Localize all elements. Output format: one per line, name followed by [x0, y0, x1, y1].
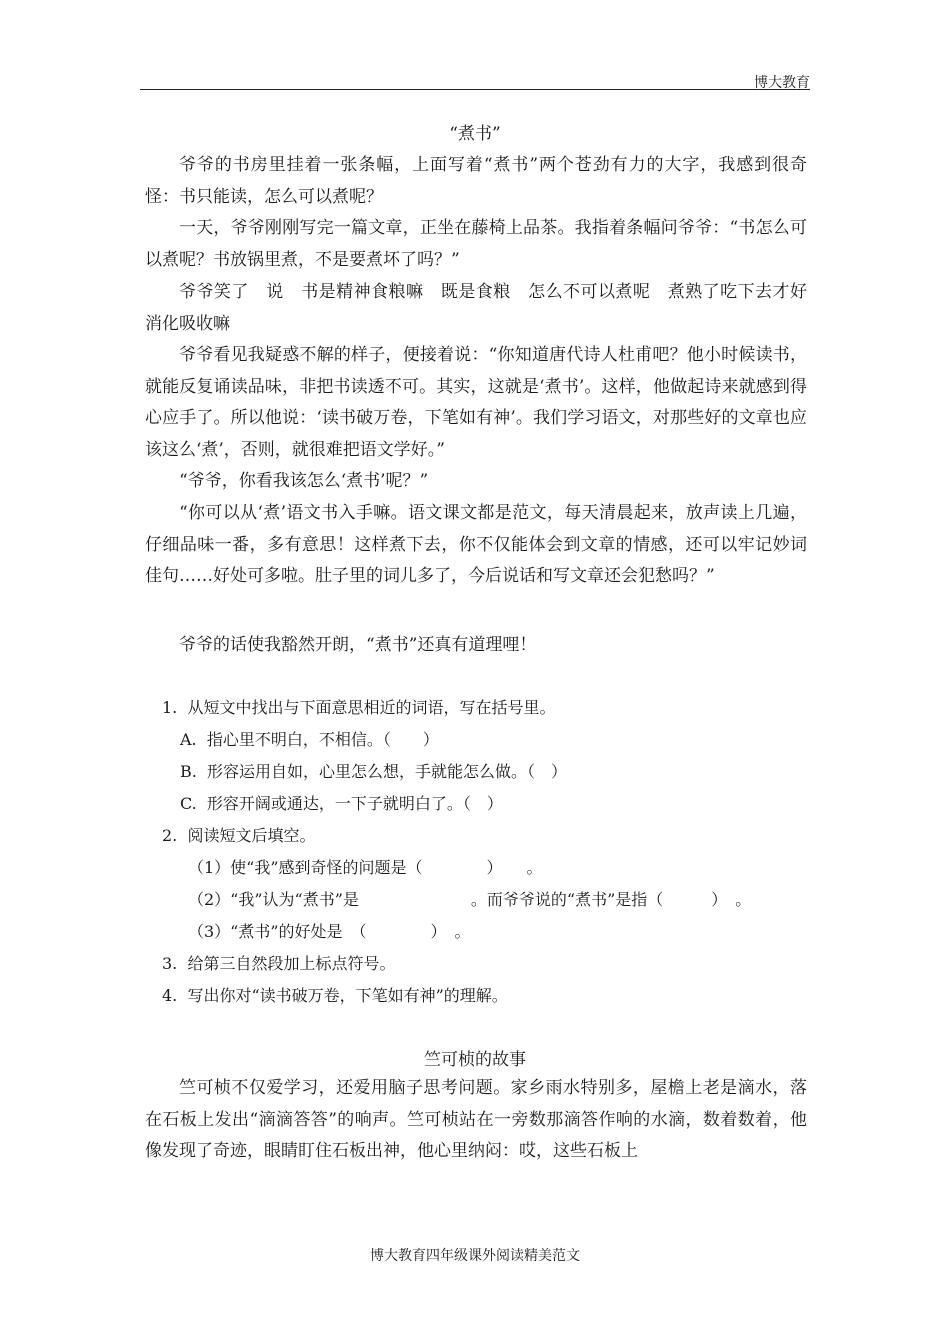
story1-paragraph: 爷爷的话使我豁然开朗，“煮书”还真有道理哩！ — [179, 635, 537, 655]
question-item: （3）“煮书”的好处是 （ ） 。 — [188, 922, 471, 941]
question-item: （2）“我”认为“煮书”是 。而爷爷说的“煮书”是指（ ） 。 — [188, 890, 752, 909]
question-item: 1. 从短文中找出与下面意思相近的词语，写在括号里。 — [162, 698, 556, 717]
question-item: A. 指心里不明白，不相信。（ ） — [180, 730, 439, 749]
question-item: （1）使“我”感到奇怪的问题是（ ） 。 — [188, 858, 543, 877]
question-item: 4. 写出你对“读书破万卷，下笔如有神”的理解。 — [162, 986, 508, 1005]
header-divider — [140, 89, 810, 90]
story1-paragraph: 爷爷看见我疑惑不解的样子，便接着说：“你知道唐代诗人杜甫吧？他小时候读书，就能反复诵读品味，非把书读透不可。其实，这就是‘煮书’。这样，他做起诗来就感到得心应手了。所以他说：‘读书破万卷，下笔如有神’。我们学习语文，对那些好的文章也应该这么‘煮’，否则，就很难把语文学好。” — [145, 345, 807, 460]
story2-title: 竺可桢的故事 — [424, 1050, 526, 1070]
question-item: C. 形容开阔或通达，一下子就明白了。（ ） — [180, 794, 503, 813]
story1-paragraph: 爷爷的书房里挂着一张条幅，上面写着“煮书”两个苍劲有力的大字，我感到很奇怪：书只能读，怎么可以煮呢？ — [145, 155, 807, 207]
story1-paragraph: “爷爷，你看我该怎么‘煮书’呢？” — [179, 471, 429, 491]
question-item: B. 形容运用自如，心里怎么想，手就能怎么做。（ ） — [180, 762, 568, 781]
story1-paragraph: “你可以从‘煮’语文书入手嘛。语文课文都是范文，每天清晨起来，放声读上几遍，仔细品味一番，多有意思！这样煮下去，你不仅能体会到文章的情感，还可以牢记妙词佳句……好处可多啦。肚子里的词儿多了，今后说话和写文章还会犯愁吗？” — [145, 503, 807, 586]
story2-paragraph: 竺可桢不仅爱学习，还爱用脑子思考问题。家乡雨水特别多，屋檐上老是滴水，落在石板上发出“滴滴答答”的响声。竺可桢站在一旁数那滴答作响的水滴，数着数着，他像发现了奇迹，眼睛盯住石板出神，他心里纳闷：哎，这些石板上 — [145, 1078, 807, 1161]
question-item: 3. 给第三自然段加上标点符号。 — [162, 954, 396, 973]
story1-paragraph: 一天，爷爷刚刚写完一篇文章，正坐在藤椅上品茶。我指着条幅问爷爷：“书怎么可以煮呢？书放锅里煮，不是要煮坏了吗？” — [145, 218, 807, 270]
header-brand: 博大教育 — [754, 75, 810, 91]
page-footer: 博大教育四年级课外阅读精美范文 — [370, 1248, 580, 1264]
question-item: 2. 阅读短文后填空。 — [162, 826, 316, 845]
story1-title: “煮书” — [449, 124, 501, 144]
story1-paragraph: 爷爷笑了 说 书是精神食粮嘛 既是食粮 怎么不可以煮呢 煮熟了吃下去才好消化吸收嘛 — [145, 282, 807, 334]
